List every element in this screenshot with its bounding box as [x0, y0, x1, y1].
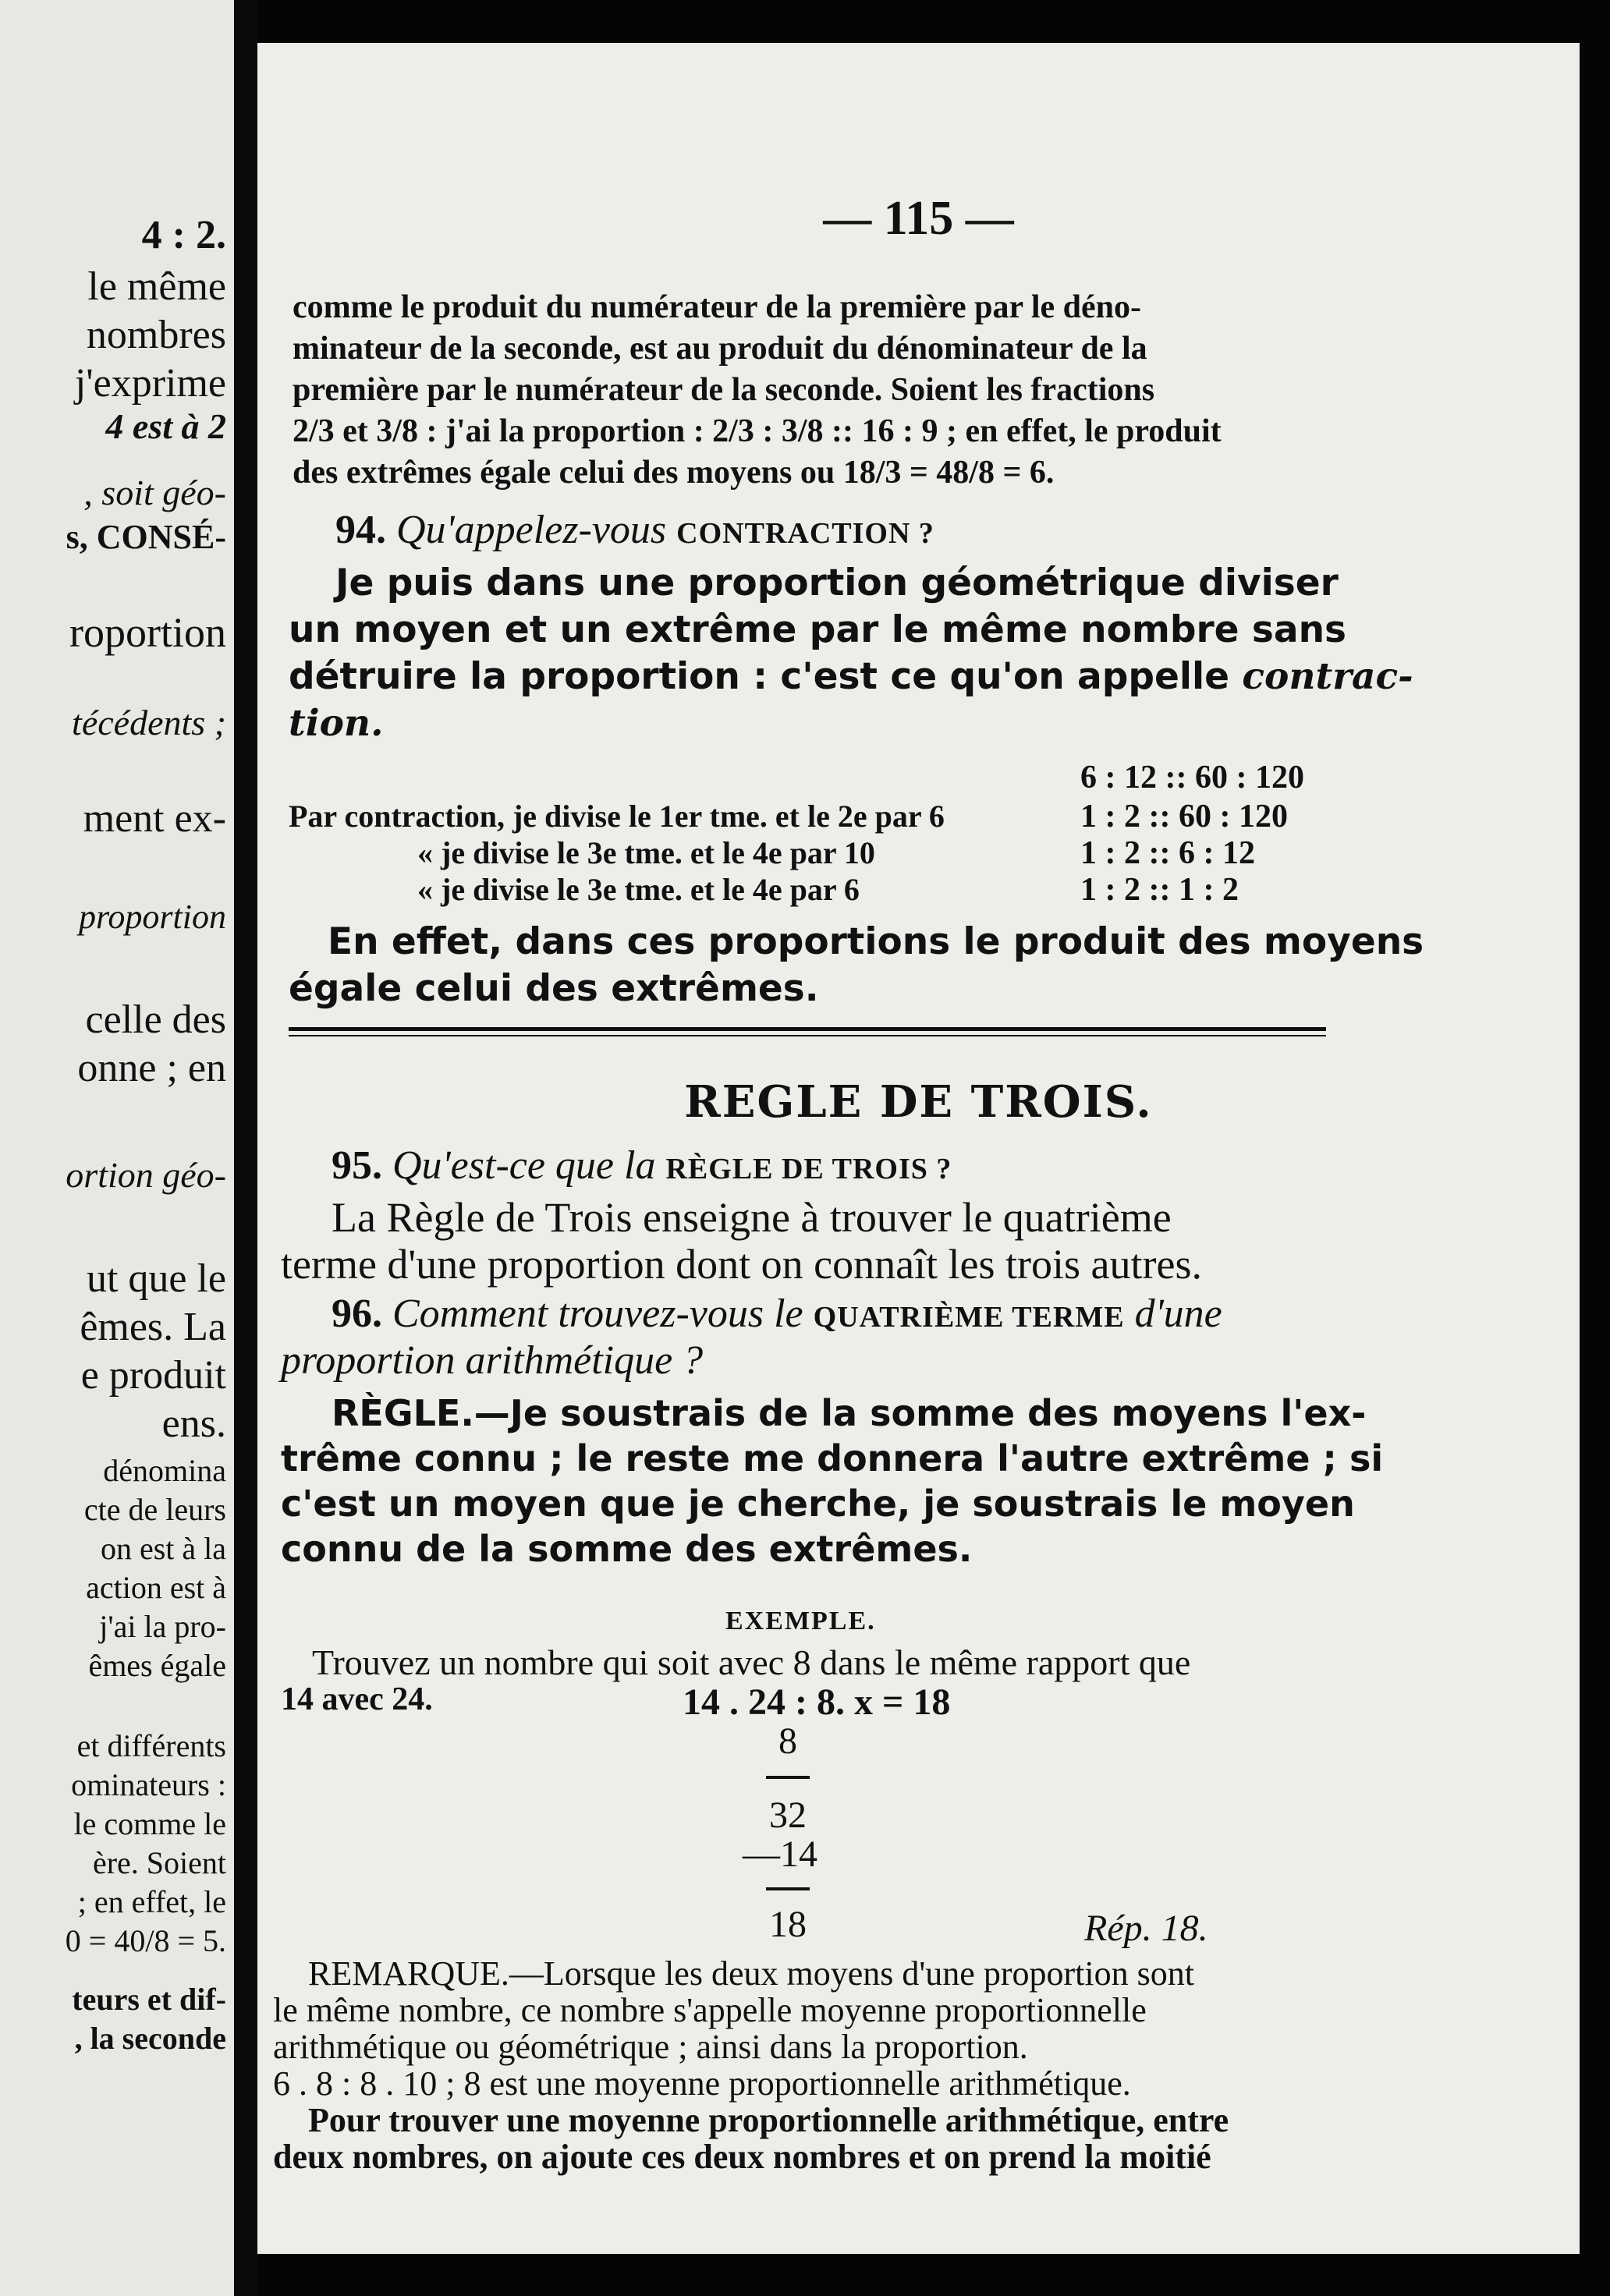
answer-94-text: détruire la proportion : c'est ce qu'on appelle: [289, 655, 1230, 698]
left-line: le comme le: [73, 1806, 226, 1841]
calc-rule: [766, 1776, 810, 1779]
question-text: Qu'est-ce que la: [392, 1143, 656, 1188]
calc-step: 8: [778, 1720, 797, 1762]
intro-line: comme le produit du numérateur de la première par le déno-: [293, 289, 1142, 325]
conclusion-94-line: En effet, dans ces proportions le produit des moyens: [328, 920, 1424, 963]
question-keyword: CONTRACTION ?: [676, 517, 934, 550]
left-line: ominateurs :: [71, 1767, 226, 1802]
left-line: técédents ;: [72, 703, 226, 742]
left-line: cte de leurs: [83, 1492, 226, 1527]
left-line: j'ai la pro-: [99, 1609, 226, 1644]
contraction-label: « je divise le 3e tme. et le 4e par 10: [417, 835, 875, 870]
left-line: 4 est à 2: [105, 406, 226, 446]
remark-line: arithmétique ou géométrique ; ainsi dans la proportion.: [273, 2028, 1028, 2066]
left-line: êmes égale: [88, 1648, 226, 1683]
example-label: EXEMPLE.: [725, 1607, 876, 1635]
question-number: 95.: [332, 1143, 382, 1188]
left-line: ortion géo-: [66, 1155, 226, 1195]
left-line: proportion: [78, 898, 226, 936]
left-line: ; en effet, le: [77, 1884, 226, 1919]
rule-96-line: RÈGLE.—Je soustrais de la somme des moyens l'ex-: [332, 1392, 1367, 1434]
question-text: Comment trouvez-vous le: [392, 1292, 803, 1336]
left-line: ère. Soient: [92, 1845, 226, 1880]
left-line: ens.: [161, 1401, 226, 1446]
intro-line: minateur de la seconde, est au produit du dénominateur de la: [293, 331, 1147, 367]
rule-96-line: trême connu ; le reste me donnera l'autre extrême ; si: [281, 1437, 1384, 1479]
left-line: êmes. La: [80, 1305, 226, 1349]
intro-line: première par le numérateur de la seconde. Soient les fractions: [293, 372, 1155, 408]
question-94: [335, 507, 934, 553]
rule-96-line: connu de la somme des extrêmes.: [281, 1528, 973, 1570]
contraction-values: 1 : 2 :: 60 : 120: [1080, 799, 1288, 834]
example-line: 14 avec 24.: [281, 1681, 433, 1717]
left-line: onne ; en: [77, 1046, 226, 1090]
right-page: [257, 43, 1580, 2254]
calc-step: 32: [769, 1795, 807, 1836]
calc-rule: [766, 1887, 810, 1890]
remark-line: Pour trouver une moyenne proportionnelle arithmétique, entre: [308, 2101, 1229, 2139]
left-line: e produit: [80, 1353, 226, 1398]
question-number: 96.: [332, 1292, 382, 1336]
section-title: REGLE DE TROIS.: [684, 1076, 1153, 1128]
rule-96-line: c'est un moyen que je cherche, je soustrais le moyen: [281, 1483, 1355, 1525]
answer-94-italic: contrac-: [1242, 655, 1413, 698]
left-line: action est à: [86, 1570, 226, 1605]
answer-95-line: La Règle de Trois enseigne à trouver le quatrième: [332, 1194, 1172, 1241]
question-text-end: d'une: [1134, 1292, 1222, 1336]
remark-line: le même nombre, ce nombre s'appelle moyenne proportionnelle: [273, 1991, 1147, 2029]
calc-step: —14: [743, 1834, 817, 1875]
left-line: roportion: [69, 609, 226, 656]
question-keyword: QUATRIÈME TERME: [813, 1301, 1125, 1334]
left-line: j'exprime: [74, 361, 226, 406]
book-gutter: [234, 0, 257, 2296]
question-text: Qu'appelez-vous: [396, 508, 667, 552]
left-line: 4 : 2.: [141, 213, 226, 257]
question-96: [332, 1291, 1222, 1337]
question-keyword: RÈGLE DE TROIS ?: [665, 1153, 952, 1185]
answer-94-line: un moyen et un extrême par le même nombre sans: [289, 608, 1347, 651]
question-number: 94.: [335, 508, 386, 552]
intro-line: des extrêmes égale celui des moyens ou 18/3 = 48/8 = 6.: [293, 455, 1055, 491]
example-answer: Rép. 18.: [1084, 1908, 1208, 1949]
remark-line: REMARQUE.—Lorsque les deux moyens d'une proportion sont: [308, 1954, 1194, 1993]
answer-95-line: terme d'une proportion dont on connaît les trois autres.: [281, 1241, 1202, 1288]
example-line: Trouvez un nombre qui soit avec 8 dans le même rapport que: [312, 1642, 1191, 1682]
left-line: , soit géo-: [83, 473, 226, 512]
left-line: et différents: [76, 1728, 226, 1763]
question-96-line2: proportion arithmétique ?: [281, 1338, 704, 1383]
page-number: — 115 —: [823, 192, 1014, 245]
left-line: s, CONSÉ-: [66, 518, 226, 556]
remark-line: 6 . 8 : 8 . 10 ; 8 est une moyenne proportionnelle arithmétique.: [273, 2064, 1131, 2103]
question-95: [332, 1143, 952, 1189]
contraction-values: 6 : 12 :: 60 : 120: [1080, 760, 1304, 795]
remark-line: deux nombres, on ajoute ces deux nombres et on prend la moitié: [273, 2138, 1211, 2176]
answer-94-line: [289, 655, 1413, 698]
left-line: celle des: [85, 997, 226, 1042]
conclusion-94-line: égale celui des extrêmes.: [289, 967, 819, 1010]
contraction-values: 1 : 2 :: 1 : 2: [1080, 872, 1239, 908]
answer-94-line: Je puis dans une proportion géométrique diviser: [335, 562, 1339, 604]
contraction-values: 1 : 2 :: 6 : 12: [1080, 835, 1255, 871]
left-line: ment ex-: [83, 796, 226, 841]
left-line: ut que le: [86, 1256, 226, 1301]
intro-line: 2/3 et 3/8 : j'ai la proportion : 2/3 : 3/8 :: 16 : 9 ; en effet, le produit: [293, 413, 1222, 449]
left-line: teurs et dif-: [72, 1982, 226, 2017]
left-line: , la seconde: [74, 2021, 226, 2056]
left-line: on est à la: [100, 1531, 226, 1566]
left-page-fragment: [0, 0, 234, 2296]
contraction-label: Par contraction, je divise le 1er tme. et le 2e par 6: [289, 799, 945, 834]
example-equation: 14 . 24 : 8. x = 18: [683, 1681, 951, 1723]
left-line: nombres: [86, 313, 226, 357]
contraction-label: « je divise le 3e tme. et le 4e par 6: [417, 872, 860, 907]
section-rule: [289, 1027, 1326, 1031]
answer-94-line: tion.: [289, 702, 384, 745]
section-rule: [289, 1035, 1326, 1036]
left-line: dénomina: [103, 1453, 226, 1488]
calc-step: 18: [769, 1904, 807, 1945]
left-line: le même: [87, 264, 226, 309]
left-line: 0 = 40/8 = 5.: [65, 1923, 226, 1958]
